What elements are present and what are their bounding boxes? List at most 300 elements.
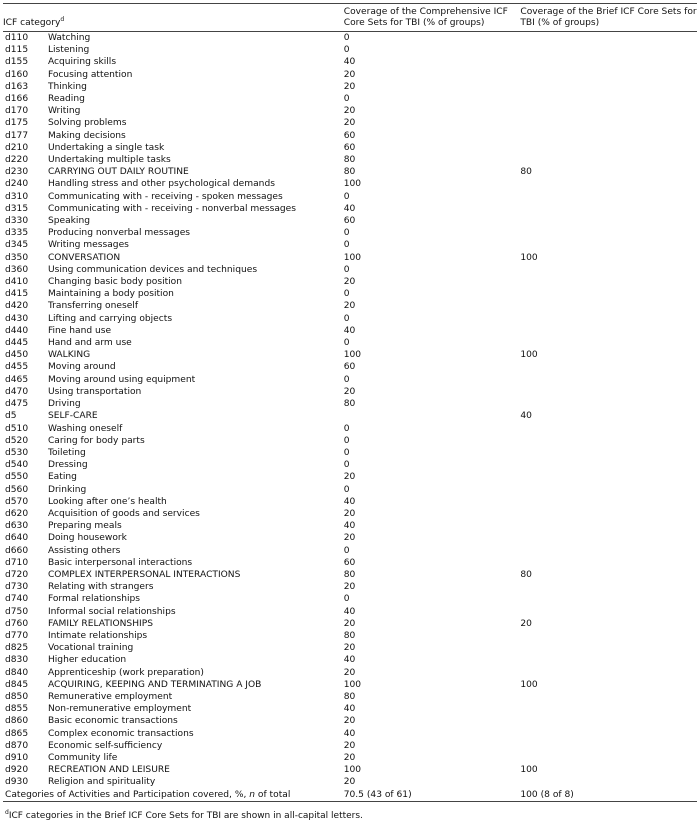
comprehensive-coverage: 20: [343, 643, 356, 654]
brief-coverage: [520, 130, 697, 142]
brief-coverage: [520, 154, 697, 166]
category-code: d445: [5, 338, 29, 349]
brief-coverage: [520, 300, 697, 312]
category-name: WALKING: [47, 350, 91, 361]
category-name: Handling stress and other psychological demands: [47, 179, 275, 190]
comprehensive-coverage: 80: [343, 155, 356, 166]
comprehensive-coverage: 20: [343, 277, 356, 288]
brief-coverage: 100: [520, 350, 538, 361]
total-label: [3, 789, 344, 802]
brief-coverage: [520, 581, 697, 593]
category-code: d640: [5, 533, 29, 544]
category-code: d155: [5, 57, 29, 68]
table-row: [3, 130, 697, 142]
table-row: [3, 44, 697, 56]
comprehensive-coverage: 20: [343, 533, 356, 544]
category-code: d230: [5, 167, 29, 178]
comprehensive-coverage: 20: [343, 472, 356, 483]
category-code: d520: [5, 435, 29, 446]
table-row: [3, 276, 697, 288]
comprehensive-coverage: 0: [343, 338, 350, 349]
brief-coverage: [520, 606, 697, 618]
table-row: [3, 618, 697, 630]
comprehensive-coverage: 40: [343, 203, 356, 214]
category-code: d660: [5, 545, 29, 556]
category-name: SELF-CARE: [47, 411, 98, 422]
comprehensive-coverage: 0: [343, 228, 350, 239]
comprehensive-coverage: 0: [343, 33, 350, 43]
category-name: Looking after one’s health: [47, 496, 167, 507]
total-row: [3, 789, 697, 802]
table-row: [3, 337, 697, 349]
brief-coverage: [520, 484, 697, 496]
category-code: d750: [5, 606, 29, 617]
brief-coverage: 20: [520, 618, 532, 629]
brief-coverage: 80: [520, 569, 532, 580]
brief-coverage: [520, 496, 697, 508]
table-row: [3, 740, 697, 752]
table-row: [3, 410, 697, 422]
category-code: d166: [5, 94, 29, 105]
category-code: d177: [5, 130, 29, 141]
comprehensive-coverage: 20: [343, 716, 356, 727]
table-row: [3, 398, 697, 410]
footnote-marker: d: [5, 809, 9, 816]
category-name: Focusing attention: [47, 69, 133, 80]
category-name: Basic economic transactions: [47, 716, 178, 727]
category-name: Dressing: [47, 460, 88, 471]
category-code: d410: [5, 277, 29, 288]
category-code: d860: [5, 716, 29, 727]
table-row: [3, 227, 697, 239]
total-label-suffix: of total: [255, 789, 291, 800]
brief-coverage: [520, 447, 697, 459]
table-row: [3, 752, 697, 764]
category-name: Moving around: [47, 362, 116, 373]
table-row: [3, 764, 697, 776]
category-name: Economic self-sufficiency: [47, 740, 163, 751]
comprehensive-coverage: 0: [343, 374, 350, 385]
table-body: [3, 32, 697, 789]
table-row: [3, 471, 697, 483]
brief-coverage: [520, 227, 697, 239]
category-name: Watching: [47, 33, 91, 43]
category-name: Toileting: [47, 447, 86, 458]
brief-coverage: [520, 374, 697, 386]
header-category-label: ICF category: [3, 18, 61, 28]
category-name: Listening: [47, 45, 90, 56]
category-code: d570: [5, 496, 29, 507]
category-code: d475: [5, 399, 29, 410]
category-code: d420: [5, 301, 29, 312]
table-row: [3, 545, 697, 557]
category-name: Assisting others: [47, 545, 121, 556]
category-name: FAMILY RELATIONSHIPS: [47, 618, 153, 629]
category-name: Eating: [47, 472, 77, 483]
comprehensive-coverage: 40: [343, 57, 356, 68]
category-name: Moving around using equipment: [47, 374, 196, 385]
brief-coverage: [520, 56, 697, 68]
brief-coverage: [520, 593, 697, 605]
category-name: Communicating with - receiving - nonverbal messages: [47, 203, 297, 214]
category-code: d850: [5, 691, 29, 702]
brief-coverage: 40: [520, 411, 532, 422]
comprehensive-coverage: 80: [343, 167, 356, 178]
table-row: [3, 484, 697, 496]
brief-coverage: [520, 435, 697, 447]
brief-coverage: [520, 69, 697, 81]
table-row: [3, 423, 697, 435]
comprehensive-coverage: 60: [343, 557, 356, 568]
table-row: [3, 288, 697, 300]
table-row: [3, 581, 697, 593]
brief-coverage: [520, 532, 697, 544]
brief-coverage: [520, 313, 697, 325]
comprehensive-coverage: 0: [343, 545, 350, 556]
total-label-text: Categories of Activities and Participation covered, %,: [5, 789, 250, 800]
comprehensive-coverage: 20: [343, 777, 356, 788]
category-name: Acquiring skills: [47, 57, 117, 68]
brief-coverage: [520, 752, 697, 764]
total-comprehensive: 70.5 (43 of 61): [344, 789, 521, 802]
comprehensive-coverage: [344, 410, 521, 422]
table-row: [3, 325, 697, 337]
comprehensive-coverage: 100: [343, 252, 362, 263]
category-name: COMPLEX INTERPERSONAL INTERACTIONS: [47, 569, 241, 580]
comprehensive-coverage: 0: [343, 594, 350, 605]
category-name: Informal social relationships: [47, 606, 176, 617]
total-label-n: n: [249, 789, 256, 800]
category-code: d870: [5, 740, 29, 751]
table-row: [3, 447, 697, 459]
brief-coverage: [520, 215, 697, 227]
category-name: Washing oneself: [47, 423, 123, 434]
comprehensive-coverage: 20: [343, 69, 356, 80]
comprehensive-coverage: 0: [343, 240, 350, 251]
comprehensive-coverage: 0: [343, 313, 350, 324]
comprehensive-coverage: 40: [343, 704, 356, 715]
category-code: d470: [5, 386, 29, 397]
comprehensive-coverage: 0: [343, 45, 350, 56]
comprehensive-coverage: 0: [343, 447, 350, 458]
category-code: d240: [5, 179, 29, 190]
category-name: RECREATION AND LEISURE: [47, 765, 170, 776]
brief-coverage: [520, 728, 697, 740]
category-code: d540: [5, 460, 29, 471]
comprehensive-coverage: 60: [343, 130, 356, 141]
table-row: [3, 178, 697, 190]
brief-coverage: [520, 557, 697, 569]
brief-coverage: [520, 93, 697, 105]
table-row: [3, 435, 697, 447]
category-name: Using transportation: [47, 386, 142, 397]
comprehensive-coverage: 60: [343, 216, 356, 227]
table-row: [3, 728, 697, 740]
category-code: d930: [5, 777, 29, 788]
category-code: d720: [5, 569, 29, 580]
comprehensive-coverage: 100: [343, 765, 362, 776]
table-row: [3, 69, 697, 81]
table-row: [3, 203, 697, 215]
category-name: Apprenticeship (work preparation): [47, 667, 204, 678]
table-row: [3, 508, 697, 520]
table-row: [3, 166, 697, 178]
category-name: Driving: [47, 399, 81, 410]
category-code: d530: [5, 447, 29, 458]
comprehensive-coverage: 100: [343, 179, 362, 190]
table-row: [3, 691, 697, 703]
category-code: d510: [5, 423, 29, 434]
category-name: Speaking: [47, 216, 90, 227]
brief-coverage: [520, 178, 697, 190]
category-code: d175: [5, 118, 29, 129]
table-footnote: [5, 811, 363, 821]
comprehensive-coverage: 40: [343, 521, 356, 532]
brief-coverage: [520, 471, 697, 483]
table-row: [3, 776, 697, 788]
category-code: d740: [5, 594, 29, 605]
table-row: [3, 642, 697, 654]
brief-coverage: [520, 740, 697, 752]
brief-coverage: [520, 459, 697, 471]
table-row: [3, 606, 697, 618]
category-code: d760: [5, 618, 29, 629]
category-name: Undertaking a single task: [47, 142, 165, 153]
table-row: [3, 520, 697, 532]
comprehensive-coverage: 20: [343, 508, 356, 519]
category-code: d440: [5, 325, 29, 336]
category-name: Making decisions: [47, 130, 126, 141]
category-code: d115: [5, 45, 29, 56]
category-code: d315: [5, 203, 29, 214]
comprehensive-coverage: 40: [343, 606, 356, 617]
header-brief: Coverage of the Brief ICF Core Sets for TBI (% of groups): [520, 4, 697, 32]
comprehensive-coverage: 100: [343, 350, 362, 361]
comprehensive-coverage: 20: [343, 81, 356, 92]
category-code: d170: [5, 106, 29, 117]
table-row: [3, 630, 697, 642]
brief-coverage: [520, 667, 697, 679]
table-row: [3, 117, 697, 129]
category-code: d360: [5, 264, 29, 275]
brief-coverage: [520, 642, 697, 654]
category-code: d840: [5, 667, 29, 678]
comprehensive-coverage: 20: [343, 386, 356, 397]
category-code: d110: [5, 33, 29, 43]
brief-coverage: 100: [520, 765, 538, 776]
category-code: d415: [5, 289, 29, 300]
category-name: Remunerative employment: [47, 691, 173, 702]
category-code: d455: [5, 362, 29, 373]
category-name: Solving problems: [47, 118, 127, 129]
comprehensive-coverage: 40: [343, 728, 356, 739]
comprehensive-coverage: 20: [343, 740, 356, 751]
brief-coverage: [520, 654, 697, 666]
table-row: [3, 239, 697, 251]
category-code: d430: [5, 313, 29, 324]
category-name: Caring for body parts: [47, 435, 145, 446]
category-name: Writing messages: [47, 240, 129, 251]
category-code: d845: [5, 679, 29, 690]
header-footnote-marker: d: [60, 16, 65, 23]
category-code: d5: [5, 411, 17, 422]
table-row: [3, 715, 697, 727]
table-row: [3, 569, 697, 581]
category-name: Undertaking multiple tasks: [47, 155, 171, 166]
brief-coverage: [520, 239, 697, 251]
brief-coverage: [520, 361, 697, 373]
category-code: d330: [5, 216, 29, 227]
table-row: [3, 496, 697, 508]
brief-coverage: [520, 32, 697, 45]
category-name: Complex economic transactions: [47, 728, 194, 739]
category-name: Hand and arm use: [47, 338, 132, 349]
comprehensive-coverage: 0: [343, 289, 350, 300]
category-name: Non-remunerative employment: [47, 704, 192, 715]
category-code: d620: [5, 508, 29, 519]
brief-coverage: [520, 337, 697, 349]
brief-coverage: [520, 691, 697, 703]
comprehensive-coverage: 20: [343, 106, 356, 117]
comprehensive-coverage: 60: [343, 142, 356, 153]
category-name: Thinking: [47, 81, 87, 92]
category-name: Changing basic body position: [47, 277, 183, 288]
category-code: d865: [5, 728, 29, 739]
category-name: Producing nonverbal messages: [47, 228, 191, 239]
brief-coverage: 100: [520, 679, 538, 690]
category-name: Lifting and carrying objects: [47, 313, 173, 324]
comprehensive-coverage: 0: [343, 264, 350, 275]
category-name: CONVERSATION: [47, 252, 121, 263]
table-row: [3, 374, 697, 386]
total-brief: 100 (8 of 8): [520, 789, 697, 802]
table-row: [3, 593, 697, 605]
comprehensive-coverage: 80: [343, 569, 356, 580]
brief-coverage: [520, 264, 697, 276]
table-row: [3, 56, 697, 68]
table-header-row: [3, 4, 697, 32]
brief-coverage: [520, 520, 697, 532]
comprehensive-coverage: 0: [343, 460, 350, 471]
comprehensive-coverage: 20: [343, 118, 356, 129]
brief-coverage: [520, 715, 697, 727]
brief-coverage: [520, 276, 697, 288]
comprehensive-coverage: 20: [343, 667, 356, 678]
brief-coverage: [520, 44, 697, 56]
comprehensive-coverage: 80: [343, 399, 356, 410]
category-code: d770: [5, 630, 29, 641]
comprehensive-coverage: 40: [343, 325, 356, 336]
category-code: d630: [5, 521, 29, 532]
brief-coverage: [520, 545, 697, 557]
category-name: Reading: [47, 94, 85, 105]
header-comprehensive: Coverage of the Comprehensive ICF Core Sets for TBI (% of groups): [344, 4, 521, 32]
category-code: d920: [5, 765, 29, 776]
comprehensive-coverage: 20: [343, 582, 356, 593]
table-row: [3, 654, 697, 666]
category-code: d730: [5, 582, 29, 593]
category-name: Preparing meals: [47, 521, 122, 532]
category-name: Communicating with - receiving - spoken messages: [47, 191, 283, 202]
table-row: [3, 557, 697, 569]
brief-coverage: [520, 117, 697, 129]
header-icf-category: [3, 4, 344, 32]
category-code: d825: [5, 643, 29, 654]
brief-coverage: [520, 81, 697, 93]
comprehensive-coverage: 80: [343, 691, 356, 702]
table-row: [3, 264, 697, 276]
category-code: d350: [5, 252, 29, 263]
brief-coverage: [520, 398, 697, 410]
table-row: [3, 93, 697, 105]
table-row: [3, 191, 697, 203]
table-row: [3, 215, 697, 227]
category-name: Drinking: [47, 484, 87, 495]
brief-coverage: [520, 703, 697, 715]
brief-coverage: [520, 142, 697, 154]
brief-coverage: [520, 191, 697, 203]
brief-coverage: 100: [520, 252, 538, 263]
category-name: Using communication devices and techniques: [47, 264, 258, 275]
table-row: [3, 532, 697, 544]
table-row: [3, 703, 697, 715]
icf-coverage-table: [3, 3, 697, 802]
category-name: Intimate relationships: [47, 630, 148, 641]
category-name: Maintaining a body position: [47, 289, 174, 300]
comprehensive-coverage: 0: [343, 484, 350, 495]
category-code: d335: [5, 228, 29, 239]
table-row: [3, 679, 697, 691]
category-code: d163: [5, 81, 29, 92]
table-row: [3, 142, 697, 154]
table-row: [3, 667, 697, 679]
brief-coverage: [520, 423, 697, 435]
brief-coverage: [520, 325, 697, 337]
comprehensive-coverage: 40: [343, 655, 356, 666]
comprehensive-coverage: 20: [343, 301, 356, 312]
comprehensive-coverage: 0: [343, 435, 350, 446]
table-row: [3, 81, 697, 93]
table-row: [3, 361, 697, 373]
category-code: d310: [5, 191, 29, 202]
comprehensive-coverage: 100: [343, 679, 362, 690]
comprehensive-coverage: 0: [343, 94, 350, 105]
category-code: d560: [5, 484, 29, 495]
category-name: Doing housework: [47, 533, 127, 544]
category-name: Formal relationships: [47, 594, 141, 605]
brief-coverage: [520, 288, 697, 300]
brief-coverage: 80: [520, 167, 532, 178]
category-name: Vocational training: [47, 643, 134, 654]
table-row: [3, 386, 697, 398]
table-row: [3, 32, 697, 45]
comprehensive-coverage: 40: [343, 496, 356, 507]
comprehensive-coverage: 80: [343, 630, 356, 641]
brief-coverage: [520, 105, 697, 117]
category-name: Community life: [47, 752, 118, 763]
table-row: [3, 313, 697, 325]
category-name: Higher education: [47, 655, 127, 666]
comprehensive-coverage: 60: [343, 362, 356, 373]
brief-coverage: [520, 630, 697, 642]
category-name: Transferring oneself: [47, 301, 139, 312]
table-row: [3, 105, 697, 117]
brief-coverage: [520, 203, 697, 215]
category-code: d910: [5, 752, 29, 763]
comprehensive-coverage: 20: [343, 752, 356, 763]
category-code: d160: [5, 69, 29, 80]
footnote-text: ICF categories in the Brief ICF Core Sets for TBI are shown in all-capital letters.: [8, 811, 363, 821]
